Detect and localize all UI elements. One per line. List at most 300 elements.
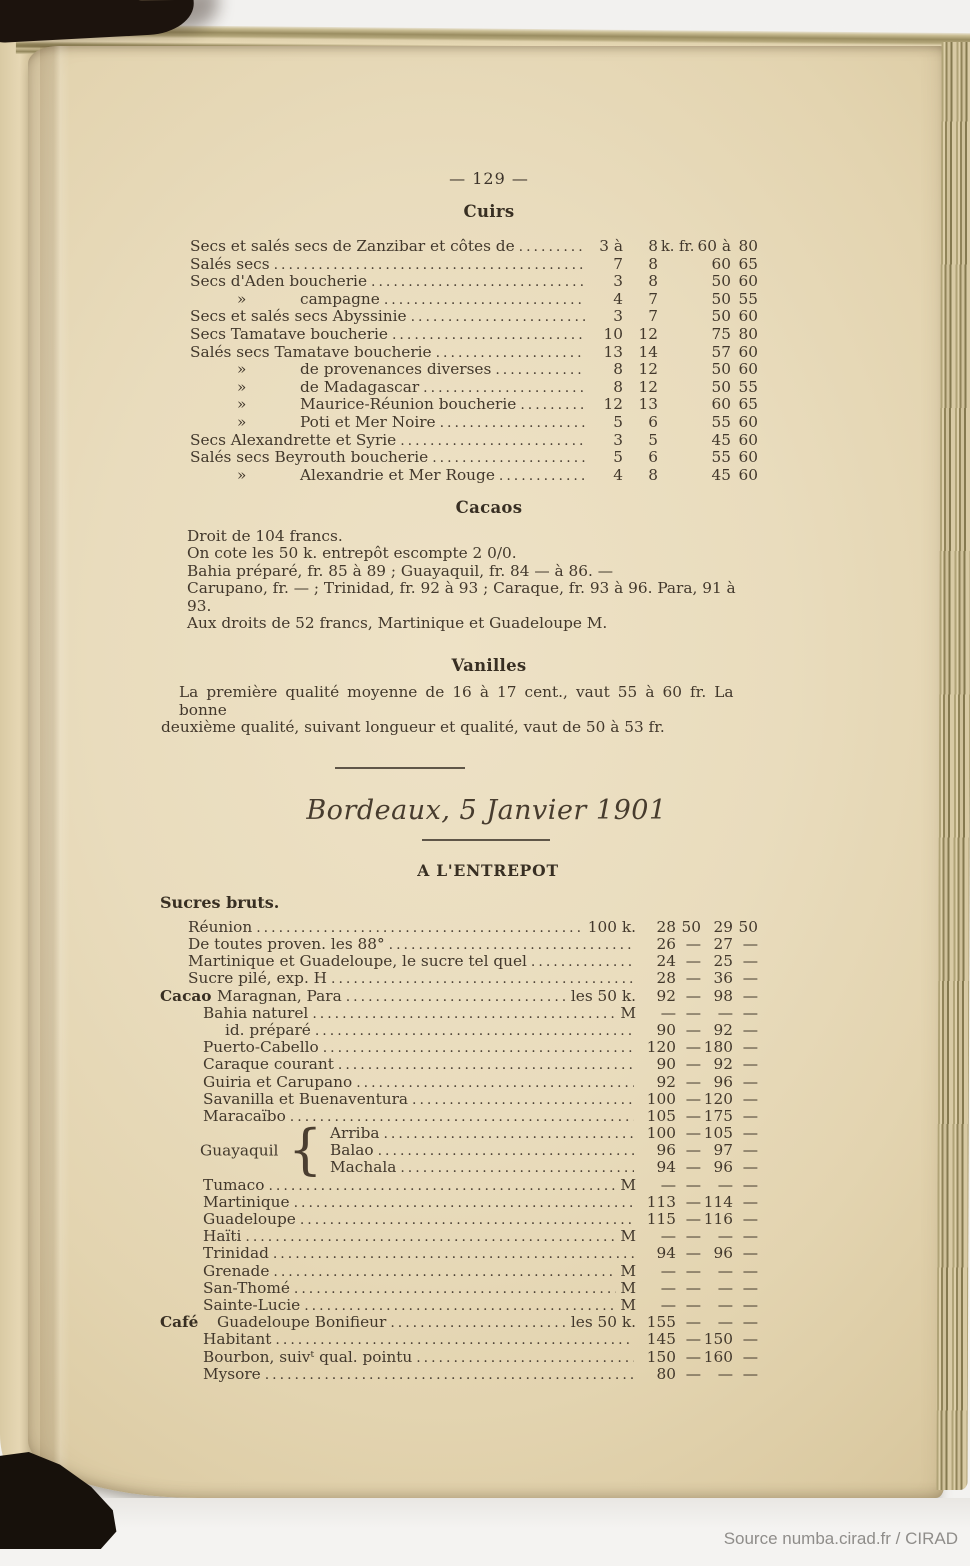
- price-value: —: [742, 1106, 758, 1125]
- price-min-value: 45: [711, 465, 731, 484]
- qty-min-value: 4: [613, 289, 623, 308]
- row-label: De toutes proven. les 88°: [188, 935, 385, 953]
- price-value: —: [660, 1295, 676, 1314]
- qty-min-value: 3: [613, 430, 623, 449]
- row-label: Salés secs Beyrouth boucherie: [190, 448, 429, 467]
- price-value: 115: [646, 1210, 676, 1228]
- unit-label: M: [620, 1227, 636, 1246]
- price-value: —: [742, 1158, 758, 1177]
- price-value: —: [742, 1210, 758, 1228]
- bordeaux-price-row: [160, 1091, 758, 1108]
- bordeaux-price-row: [160, 1056, 758, 1073]
- price-value: —: [742, 1055, 758, 1074]
- price-value: —: [742, 986, 758, 1005]
- price-value: —: [717, 1313, 733, 1332]
- cacaos-text-line: Droit de 104 francs.: [187, 526, 343, 545]
- price-min-value: 50: [711, 377, 731, 396]
- bordeaux-price-row: [160, 1194, 758, 1211]
- qty-min-value: 3: [613, 307, 623, 326]
- row-label: Secs Tamatave boucherie: [190, 324, 388, 343]
- section-title-cuirs: Cuirs: [463, 201, 515, 221]
- price-value: 96: [713, 1244, 733, 1263]
- page-stack-right-edge: [936, 42, 970, 1490]
- price-value: —: [742, 1364, 758, 1383]
- qty-min-value: 10: [603, 324, 623, 343]
- unit-label: M: [620, 1295, 636, 1314]
- price-value: 96: [713, 1158, 733, 1177]
- price-value: 175: [703, 1106, 733, 1125]
- price-value: —: [685, 1072, 701, 1091]
- price-max-value: 60: [738, 412, 758, 431]
- dot-leader: [346, 988, 567, 1007]
- bordeaux-price-row: [160, 1228, 758, 1245]
- qty-max-value: 7: [648, 289, 658, 308]
- unit-label: 100 k.: [587, 917, 636, 936]
- price-value: —: [685, 1055, 701, 1074]
- price-value: —: [742, 1227, 758, 1246]
- price-value: —: [685, 1278, 701, 1297]
- qty-min-value: 3 à: [599, 237, 623, 255]
- row-label: San-Thomé: [203, 1278, 290, 1297]
- price-value: —: [660, 1175, 676, 1194]
- row-label: Machala: [330, 1158, 397, 1177]
- cuirs-price-row: [160, 238, 758, 256]
- price-value: 105: [703, 1124, 733, 1143]
- price-value: —: [660, 1227, 676, 1246]
- brace-icon: {: [288, 1117, 323, 1181]
- dot-leader: [412, 1091, 634, 1110]
- row-label: de Madagascar: [300, 377, 420, 396]
- price-value: —: [742, 1038, 758, 1057]
- row-label: Maurice-Réunion boucherie: [300, 395, 517, 414]
- row-label: Réunion: [188, 917, 253, 936]
- price-value: 26: [656, 935, 676, 953]
- price-value: —: [685, 1192, 701, 1211]
- unit-label: les 50 k.: [570, 1313, 636, 1332]
- bordeaux-price-row: [160, 1005, 758, 1022]
- ditto-mark: »: [237, 289, 247, 308]
- price-value: —: [742, 1175, 758, 1194]
- brace-group-label: Guayaquil: [200, 1141, 279, 1160]
- unit-label: k. fr.: [661, 239, 695, 255]
- price-value: 150: [703, 1330, 733, 1349]
- price-value: 27: [713, 935, 733, 953]
- cacaos-paragraph: [160, 528, 758, 633]
- source-credit: Source numba.cirad.fr / CIRAD: [723, 1529, 958, 1548]
- price-value: 94: [656, 1158, 676, 1177]
- ditto-mark: »: [237, 377, 247, 396]
- dot-leader: [312, 1005, 616, 1024]
- price-min-value: 50: [711, 307, 731, 326]
- dot-leader: [338, 1056, 634, 1075]
- qty-max-value: 13: [638, 395, 658, 414]
- page-content: [160, 46, 758, 1383]
- price-max-value: 80: [738, 237, 758, 255]
- price-value: —: [685, 1141, 701, 1160]
- dot-leader: [273, 1245, 634, 1264]
- price-value: 90: [656, 1020, 676, 1039]
- row-label: Guiria et Carupano: [203, 1072, 353, 1091]
- price-value: 105: [646, 1106, 676, 1125]
- cuirs-price-row: [160, 344, 758, 362]
- price-value: —: [742, 1192, 758, 1211]
- price-value: —: [717, 1364, 733, 1383]
- unit-label: M: [620, 1261, 636, 1280]
- price-value: —: [742, 1124, 758, 1143]
- bordeaux-price-row: [160, 1297, 758, 1314]
- price-value: —: [717, 1227, 733, 1246]
- cuirs-price-row: [160, 256, 758, 274]
- qty-max-value: 8: [648, 272, 658, 291]
- price-max-value: 80: [738, 324, 758, 343]
- price-value: —: [742, 1089, 758, 1108]
- price-value: 113: [646, 1192, 676, 1211]
- row-label: Maracaïbo: [203, 1106, 286, 1125]
- price-value: —: [742, 1261, 758, 1280]
- bordeaux-price-row: [160, 1125, 758, 1142]
- price-max-value: 65: [738, 254, 758, 273]
- price-value: —: [685, 1364, 701, 1383]
- price-value: —: [742, 1330, 758, 1349]
- price-value: 28: [656, 917, 676, 936]
- row-label: Alexandrie et Mer Rouge: [300, 465, 495, 484]
- commodity-group-label: Cacao: [160, 986, 212, 1005]
- bordeaux-price-row: [160, 919, 758, 936]
- bordeaux-price-row: [160, 1022, 758, 1039]
- price-value: 92: [656, 986, 676, 1005]
- price-min-value: 60: [711, 254, 731, 273]
- price-value: —: [742, 1020, 758, 1039]
- cuirs-price-row: [160, 432, 758, 450]
- qty-max-value: 8: [648, 254, 658, 273]
- row-label: Guadeloupe Bonifieur: [217, 1313, 387, 1332]
- row-label: Sainte-Lucie: [203, 1295, 301, 1314]
- qty-max-value: 12: [638, 324, 658, 343]
- price-value: —: [717, 1261, 733, 1280]
- row-label: id. préparé: [225, 1020, 311, 1039]
- row-label: Caraque courant: [203, 1055, 334, 1074]
- cuirs-price-row: [160, 449, 758, 467]
- cuirs-price-table: [160, 238, 758, 484]
- price-value: 114: [703, 1192, 733, 1211]
- dot-leader: [499, 467, 585, 486]
- price-value: —: [685, 1089, 701, 1108]
- row-label: Salés secs: [190, 254, 270, 273]
- bordeaux-price-row: [160, 1349, 758, 1366]
- price-value: 24: [656, 952, 676, 971]
- price-min-value: 50: [711, 272, 731, 291]
- price-value: —: [685, 1330, 701, 1349]
- ditto-mark: »: [237, 465, 247, 484]
- qty-max-value: 8: [648, 465, 658, 484]
- cuirs-price-row: [160, 291, 758, 309]
- ditto-mark: »: [237, 412, 247, 431]
- unit-label: M: [620, 1175, 636, 1194]
- cuirs-price-row: [160, 396, 758, 414]
- dot-leader: [531, 953, 634, 972]
- row-label: Poti et Mer Noire: [300, 412, 436, 431]
- cuirs-price-row: [160, 273, 758, 291]
- price-value: 96: [713, 1072, 733, 1091]
- row-label: Secs Alexandrette et Syrie: [190, 430, 397, 449]
- price-value: —: [660, 1261, 676, 1280]
- price-value: 80: [656, 1364, 676, 1383]
- bordeaux-price-row: [160, 1263, 758, 1280]
- commodity-group-label: Café: [160, 1313, 199, 1332]
- price-value: —: [685, 1295, 701, 1314]
- price-max-value: 60: [738, 272, 758, 291]
- price-value: —: [685, 1124, 701, 1143]
- price-value: —: [685, 952, 701, 971]
- row-label: campagne: [300, 289, 380, 308]
- ditto-mark: »: [237, 360, 247, 379]
- dot-leader: [383, 1125, 634, 1144]
- bordeaux-price-row: [160, 1074, 758, 1091]
- price-value: 25: [713, 952, 733, 971]
- price-value: —: [685, 1244, 701, 1263]
- section-divider-rule: [335, 767, 465, 769]
- dot-leader: [416, 1349, 634, 1368]
- price-value: —: [685, 1158, 701, 1177]
- price-value: 29: [713, 917, 733, 936]
- price-value: —: [717, 1295, 733, 1314]
- cacaos-text-line: Carupano, fr. — ; Trinidad, fr. 92 à 93 ; Caraque, fr. 93 à 96. Para, 91 à 93.: [187, 579, 736, 615]
- price-value: 120: [703, 1089, 733, 1108]
- entrepot-subtitle: A L'ENTREPOT: [417, 860, 559, 880]
- qty-max-value: 5: [648, 430, 658, 449]
- qty-max-value: 6: [648, 412, 658, 431]
- qty-max-value: 6: [648, 448, 658, 467]
- dot-leader: [411, 308, 585, 327]
- row-label: Arriba: [330, 1124, 380, 1143]
- price-value: 28: [656, 969, 676, 988]
- row-label: Balao: [330, 1141, 374, 1160]
- price-value: 145: [646, 1330, 676, 1349]
- price-value: —: [685, 969, 701, 988]
- price-value: —: [685, 986, 701, 1005]
- dot-leader: [273, 1263, 616, 1282]
- price-min-value: 75: [711, 324, 731, 343]
- row-label: Habitant: [203, 1330, 272, 1349]
- qty-min-value: 4: [613, 465, 623, 484]
- price-value: —: [742, 1278, 758, 1297]
- dot-leader: [519, 238, 585, 257]
- price-value: —: [685, 1227, 701, 1246]
- page-number: — 129 —: [449, 169, 529, 188]
- row-label: Puerto-Cabello: [203, 1038, 319, 1057]
- price-value: —: [660, 1278, 676, 1297]
- price-value: —: [685, 1175, 701, 1194]
- price-value: —: [742, 1244, 758, 1263]
- bordeaux-price-row: [160, 1245, 758, 1262]
- qty-min-value: 5: [613, 412, 623, 431]
- bordeaux-price-row: [160, 1039, 758, 1056]
- dot-leader: [294, 1194, 634, 1213]
- bordeaux-price-row: [160, 936, 758, 953]
- price-value: 155: [646, 1313, 676, 1332]
- row-label: Savanilla et Buenaventura: [203, 1089, 409, 1108]
- price-value: 116: [703, 1210, 733, 1228]
- price-max-value: 60: [738, 360, 758, 379]
- price-value: 98: [713, 986, 733, 1005]
- row-label: Sucre pilé, exp. H: [188, 969, 328, 988]
- price-value: —: [742, 1313, 758, 1332]
- price-max-value: 65: [738, 395, 758, 414]
- price-min-value: 55: [711, 412, 731, 431]
- dot-leader: [378, 1142, 634, 1161]
- price-value: 160: [703, 1347, 733, 1366]
- bordeaux-price-row: [160, 1108, 758, 1125]
- cuirs-price-row: [160, 414, 758, 432]
- row-label: Grenade: [203, 1261, 270, 1280]
- price-value: 92: [713, 1020, 733, 1039]
- price-value: 96: [656, 1141, 676, 1160]
- price-max-value: 55: [738, 289, 758, 308]
- dot-leader: [392, 326, 585, 345]
- price-value: 150: [646, 1347, 676, 1366]
- price-max-value: 60: [738, 448, 758, 467]
- price-value: —: [742, 1003, 758, 1022]
- qty-min-value: 12: [603, 395, 623, 414]
- bordeaux-price-row: [160, 1280, 758, 1297]
- bordeaux-price-row: [160, 1159, 758, 1176]
- bordeaux-price-row: [160, 953, 758, 970]
- cacaos-text-line: Aux droits de 52 francs, Martinique et Guadeloupe M.: [187, 614, 608, 633]
- price-min-value: 57: [711, 342, 731, 361]
- dot-leader: [384, 291, 585, 310]
- price-value: 90: [656, 1055, 676, 1074]
- bordeaux-price-row: [160, 1366, 758, 1383]
- price-min-value: 50: [711, 289, 731, 308]
- qty-max-value: 7: [648, 307, 658, 326]
- dot-leader: [520, 396, 585, 415]
- dot-leader: [245, 1228, 616, 1247]
- price-value: —: [742, 1295, 758, 1314]
- row-label: Secs d'Aden boucherie: [190, 272, 367, 291]
- bordeaux-price-row: [160, 1331, 758, 1348]
- book-page: [28, 46, 944, 1498]
- price-value: 94: [656, 1244, 676, 1263]
- qty-min-value: 8: [613, 360, 623, 379]
- dot-leader: [294, 1280, 616, 1299]
- price-value: —: [742, 969, 758, 988]
- vanilles-paragraph: [160, 684, 758, 737]
- dot-leader: [432, 449, 585, 468]
- qty-max-value: 12: [638, 377, 658, 396]
- qty-max-value: 14: [638, 342, 658, 361]
- price-min-value: 60: [711, 395, 731, 414]
- price-value: 50: [681, 917, 701, 936]
- row-label: Maragnan, Para: [217, 986, 342, 1005]
- row-label: Salés secs Tamatave boucherie: [190, 342, 432, 361]
- price-value: —: [742, 952, 758, 971]
- guayaquil-brace-group: [160, 1117, 758, 1181]
- vanilles-text-line: La première qualité moyenne de 16 à 17 cent., vaut 55 à 60 fr. La bonne: [179, 683, 734, 719]
- bordeaux-price-table: [160, 919, 758, 1383]
- row-label: Martinique: [203, 1192, 290, 1211]
- row-label: Bahia naturel: [203, 1003, 309, 1022]
- unit-label: M: [620, 1278, 636, 1297]
- price-value: 92: [656, 1072, 676, 1091]
- row-label: Guadeloupe: [203, 1210, 296, 1228]
- price-value: —: [685, 1313, 701, 1332]
- price-value: 120: [646, 1038, 676, 1057]
- price-min-value: 55: [711, 448, 731, 467]
- price-max-value: 60: [738, 465, 758, 484]
- qty-max-value: 8: [648, 237, 658, 255]
- price-value: 100: [646, 1089, 676, 1108]
- unit-label: les 50 k.: [570, 986, 636, 1005]
- price-value: —: [685, 1038, 701, 1057]
- price-value: —: [717, 1175, 733, 1194]
- row-label: Secs et salés secs Abyssinie: [190, 307, 407, 326]
- row-label: Haïti: [203, 1227, 242, 1246]
- price-value: —: [685, 1106, 701, 1125]
- price-value: —: [685, 1020, 701, 1039]
- price-value: 50: [738, 917, 758, 936]
- row-label: Bourbon, suivᵗ qual. pointu: [203, 1347, 413, 1366]
- unit-label: M: [620, 1003, 636, 1022]
- qty-min-value: 3: [613, 272, 623, 291]
- row-label: Trinidad: [203, 1244, 269, 1263]
- price-value: —: [717, 1278, 733, 1297]
- price-value: 36: [713, 969, 733, 988]
- price-min-value: 45: [711, 430, 731, 449]
- dot-leader: [390, 1314, 567, 1333]
- cuirs-price-row: [160, 379, 758, 397]
- price-value: —: [742, 1072, 758, 1091]
- dot-leader: [323, 1039, 634, 1058]
- row-label: Tumaco: [203, 1175, 265, 1194]
- section-title-vanilles: Vanilles: [451, 655, 527, 675]
- row-label: de provenances diverses: [300, 360, 492, 379]
- dot-leader: [371, 273, 585, 292]
- price-min-value: 60 à: [697, 237, 731, 255]
- cuirs-price-row: [160, 308, 758, 326]
- price-value: —: [742, 1347, 758, 1366]
- section-title-cacaos: Cacaos: [455, 498, 523, 518]
- cuirs-price-row: [160, 326, 758, 344]
- price-value: —: [742, 935, 758, 953]
- dot-leader: [440, 414, 585, 433]
- price-value: —: [660, 1003, 676, 1022]
- sucres-bruts-header: Sucres bruts.: [160, 893, 280, 913]
- qty-min-value: 8: [613, 377, 623, 396]
- title-underline-rule: [422, 839, 550, 841]
- dot-leader: [495, 361, 585, 380]
- row-label: Martinique et Guadeloupe, le sucre tel quel: [188, 952, 527, 971]
- price-max-value: 60: [738, 307, 758, 326]
- price-value: —: [742, 1141, 758, 1160]
- bordeaux-dateline-title: Bordeaux, 5 Janvier 1901: [306, 794, 667, 826]
- cacaos-text-line: On cote les 50 k. entrepôt escompte 2 0/0.: [187, 544, 517, 563]
- dot-leader: [265, 1366, 634, 1385]
- bordeaux-price-row: [160, 1314, 758, 1331]
- row-label: Secs et salés secs de Zanzibar et côtes de: [190, 237, 515, 255]
- price-value: —: [685, 1003, 701, 1022]
- price-max-value: 60: [738, 342, 758, 361]
- price-max-value: 55: [738, 377, 758, 396]
- bordeaux-price-row: [160, 1177, 758, 1194]
- ditto-mark: »: [237, 395, 247, 414]
- qty-min-value: 7: [613, 254, 623, 273]
- cuirs-price-row: [160, 467, 758, 485]
- price-value: —: [685, 1347, 701, 1366]
- bordeaux-price-row: [160, 1211, 758, 1228]
- qty-max-value: 12: [638, 360, 658, 379]
- cuirs-price-row: [160, 361, 758, 379]
- price-value: 97: [713, 1141, 733, 1160]
